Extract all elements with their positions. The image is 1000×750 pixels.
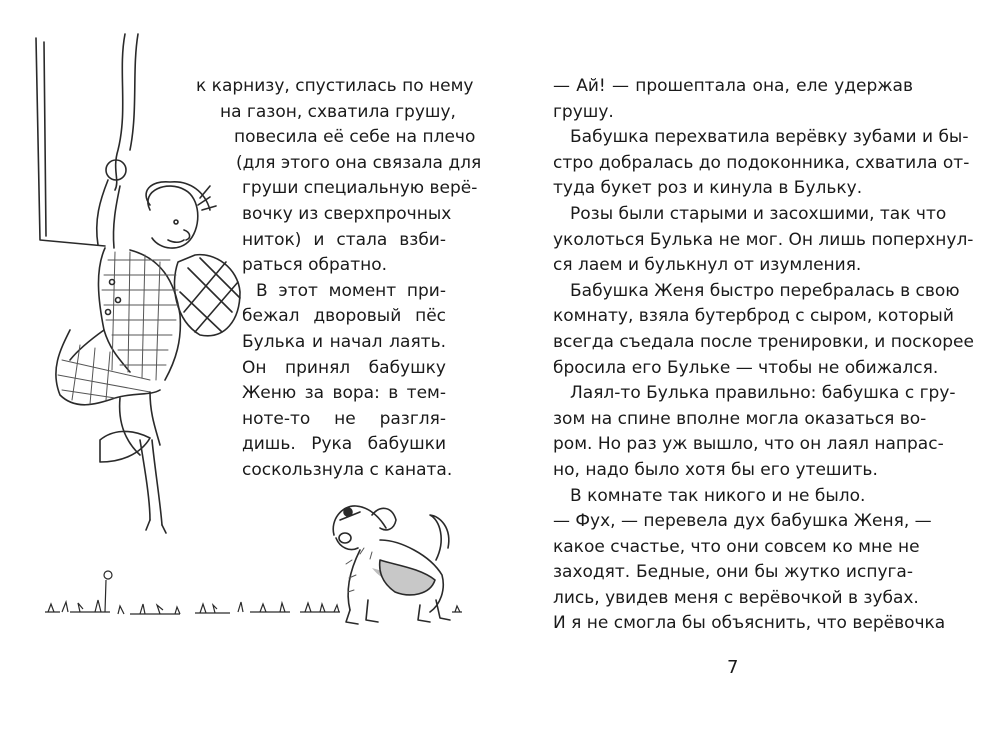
text-line: В комнате так никого и не было. (570, 485, 866, 506)
text-line: — Фух, — перевела дух бабушка Женя, — (553, 511, 932, 532)
text-line: повесила её себе на плечо (234, 127, 476, 148)
text-line: Булька и начал лаять. (242, 331, 446, 352)
text-line: грушу. (553, 101, 614, 122)
text-line: Бабушка Женя быстро перебралась в свою (570, 280, 960, 301)
text-line: ся лаем и булькнул от изумления. (553, 255, 862, 276)
left-page-text (196, 74, 482, 484)
text-line: Розы были старыми и засохшими, так что (570, 203, 947, 224)
text-line: вочку из сверхпрочных (242, 203, 452, 224)
right-page-text (553, 74, 974, 637)
text-line: бежал дворовый пёс (242, 306, 446, 327)
text-line: на газон, схватила грушу, (220, 101, 456, 122)
text-line: лись, увидев меня с верёвочкой в зубах. (553, 587, 919, 608)
page-number: 7 (727, 657, 739, 678)
text-line: комнату, взяла бутерброд с сыром, который (553, 306, 954, 327)
text-line: уколоться Булька не мог. Он лишь поперхнул- (553, 229, 974, 250)
text-line: дишь. Рука бабушки (242, 434, 446, 455)
text-line: Женю за вора: в тем- (242, 383, 446, 404)
text-line: раться обратно. (242, 255, 388, 276)
text-line: груши специальную верё- (242, 178, 478, 199)
text-line: стро добралась до подоконника, схватила от- (553, 152, 970, 173)
text-line: Бабушка перехватила верёвку зубами и бы- (570, 127, 969, 148)
text-line: заходят. Бедные, они бы жутко испуга- (553, 562, 913, 583)
text-line: ниток) и стала взби- (242, 229, 446, 250)
text-line: (для этого она связала для (236, 152, 482, 173)
text-line: — Ай! — прошептала она, еле удержав (553, 76, 913, 96)
text-line: какое счастье, что они совсем ко мне не (553, 536, 920, 557)
text-line: Лаял-то Булька правильно: бабушка с гру- (570, 383, 956, 404)
text-line: И я не смогла бы объяснить, что верёвочка (553, 613, 946, 634)
text-line: всегда съедала после тренировки, и поскорее (553, 331, 974, 352)
text-line: к карнизу, спустилась по нему (196, 76, 474, 96)
text-line: ром. Но раз уж вышло, что он лаял напрас- (553, 434, 944, 455)
text-line: ноте-то не разгля- (242, 408, 446, 429)
text-line: зом на спине вполне могла оказаться во- (553, 408, 927, 429)
text-line: туда букет роз и кинула в Бульку. (553, 178, 863, 199)
text-line: В этот момент при- (256, 280, 446, 301)
text-line: бросила его Бульке — чтобы не обижался. (553, 357, 939, 378)
text-line: соскользнула с каната. (242, 459, 453, 480)
text-line: но, надо было хотя бы его утешить. (553, 459, 878, 480)
text-line: Он принял бабушку (242, 357, 446, 378)
